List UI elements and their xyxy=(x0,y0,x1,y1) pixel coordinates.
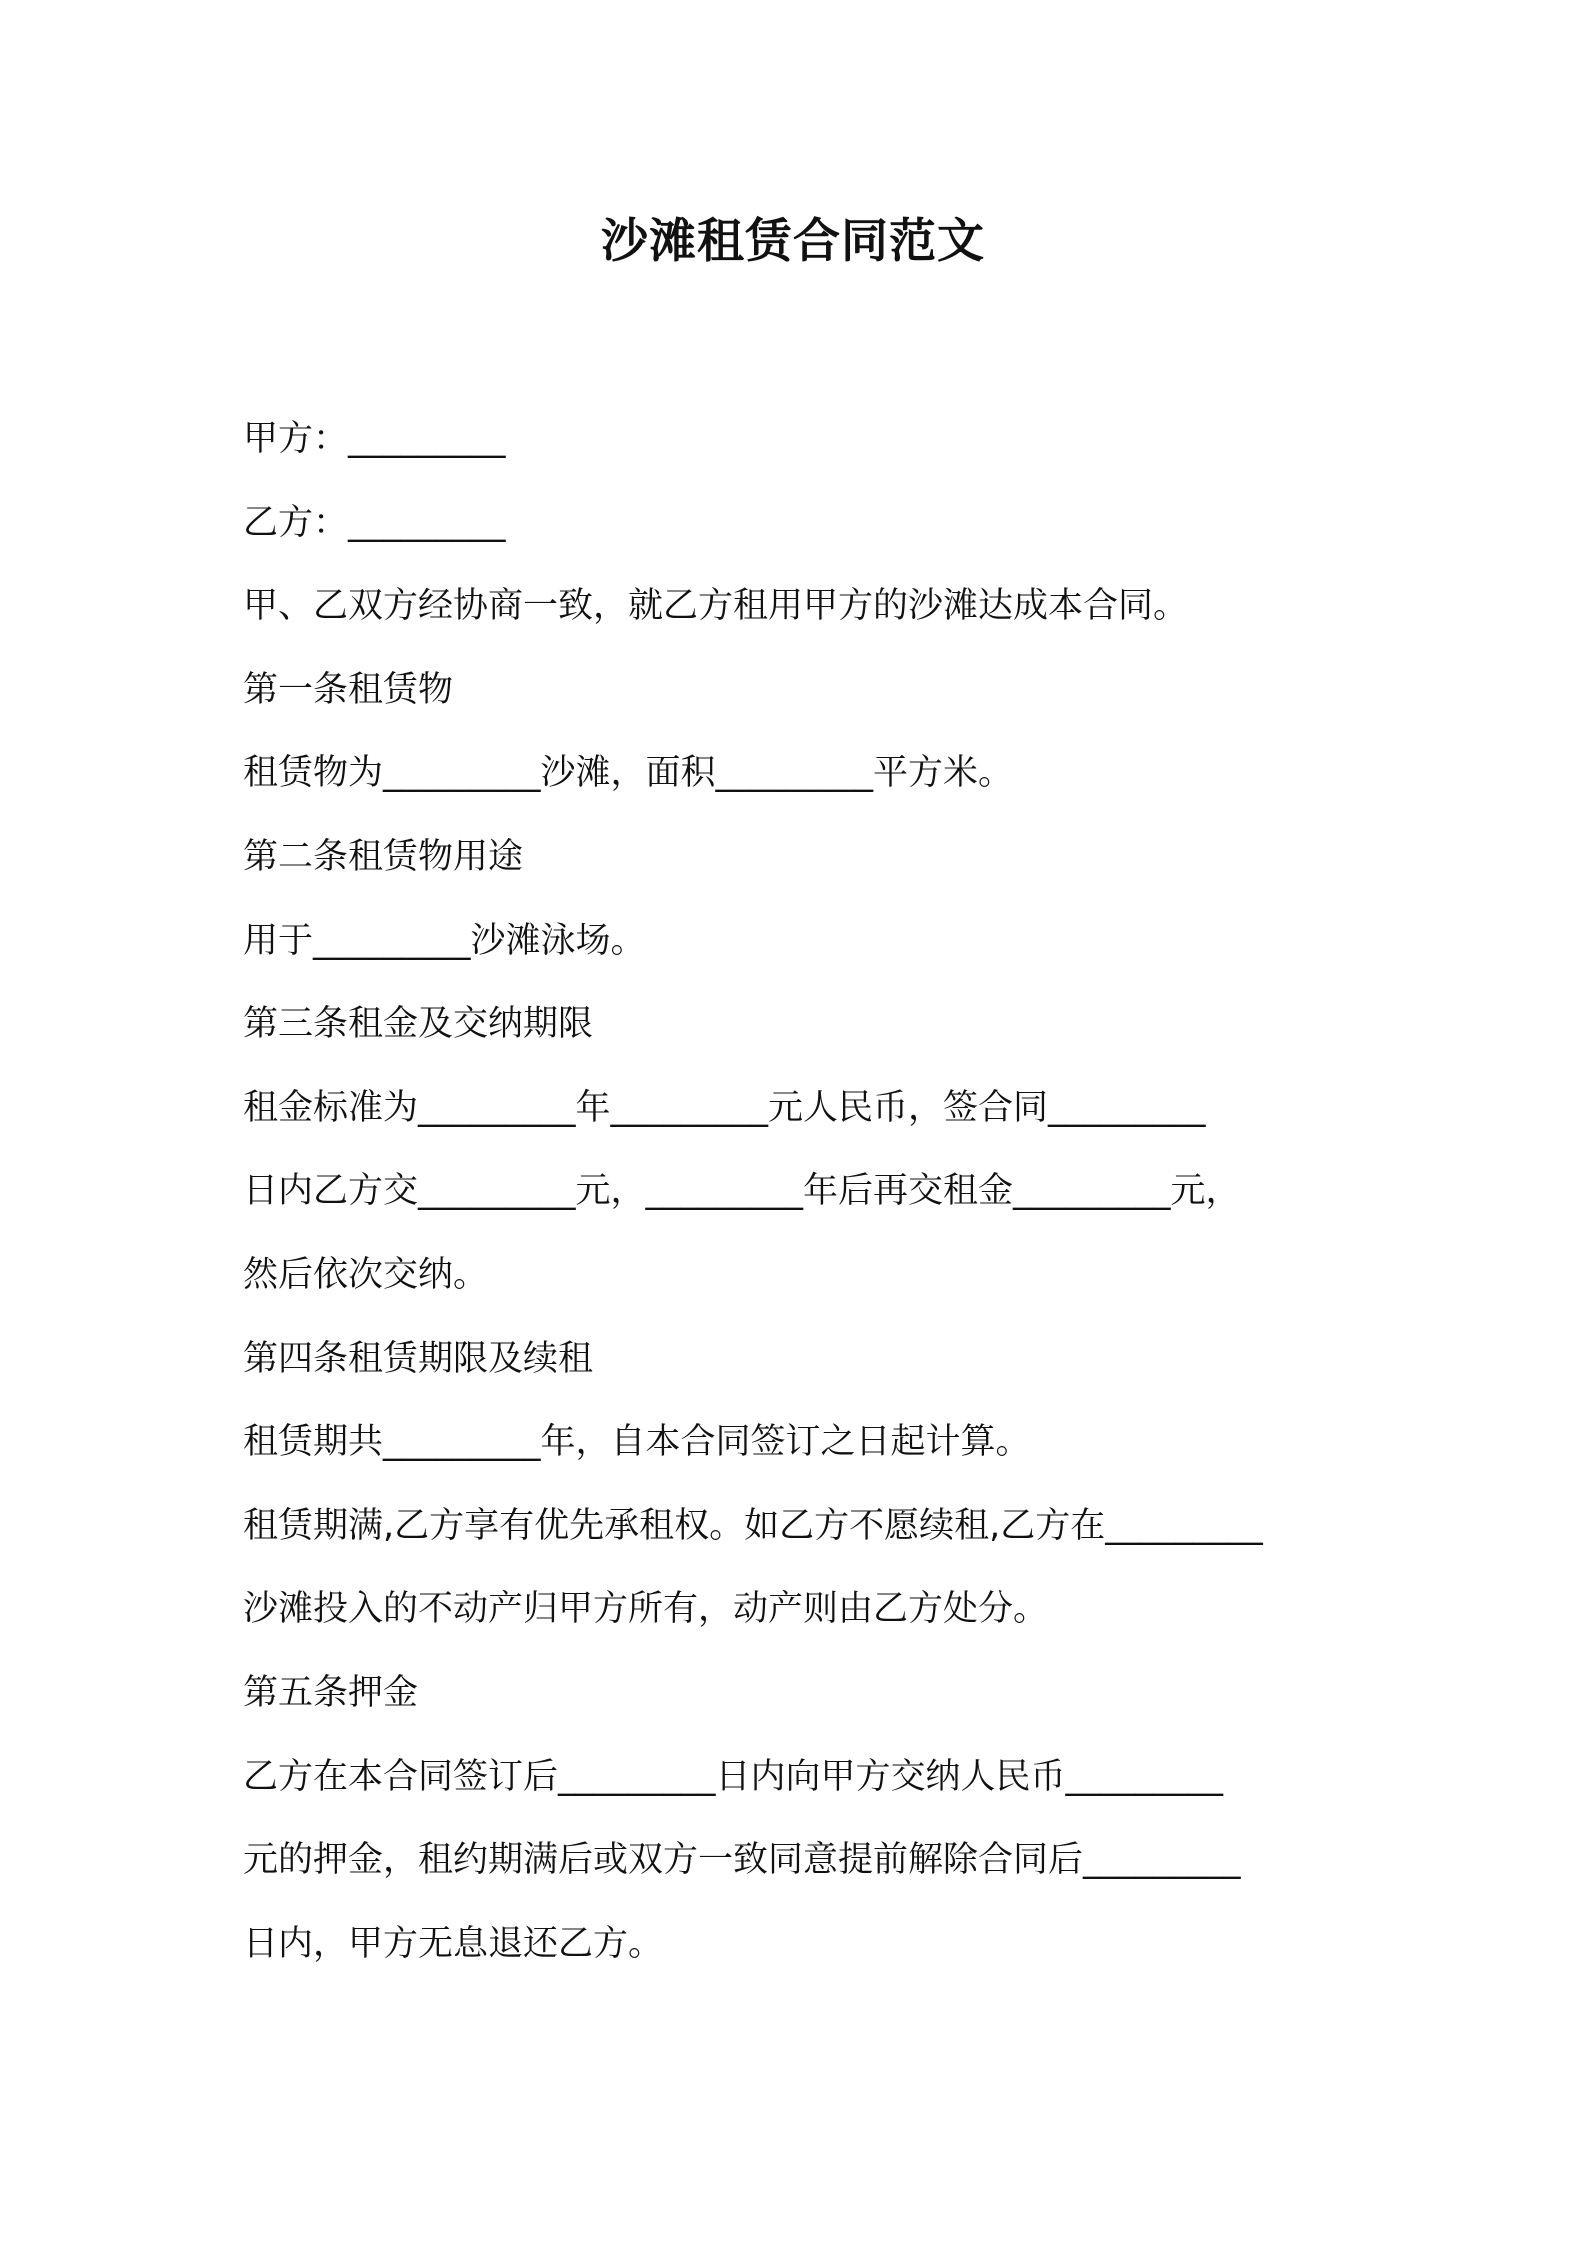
article-5-text-line-3: 日内，甲方无息退还乙方。 xyxy=(243,1923,664,1964)
document-title: 沙滩租赁合同范文 xyxy=(601,214,985,269)
article-4-heading: 第四条租赁期限及续租 xyxy=(243,1338,594,1379)
article-2-text: 用于_________沙滩泳场。 xyxy=(243,920,646,961)
article-3-text-line-3: 然后依次交纳。 xyxy=(243,1254,489,1295)
article-1-text: 租赁物为_________沙滩，面积_________平方米。 xyxy=(243,753,1014,794)
article-5-text-line-1: 乙方在本合同签订后_________日内向甲方交纳人民币_________ xyxy=(243,1756,1224,1797)
party-a-line: 甲方：_________ xyxy=(243,419,506,459)
article-5-heading: 第五条押金 xyxy=(243,1672,419,1713)
article-4-text-line-3: 沙滩投入的不动产归甲方所有，动产则由乙方处分。 xyxy=(243,1589,1049,1630)
article-1-heading: 第一条租赁物 xyxy=(243,669,454,710)
article-3-heading: 第三条租金及交纳期限 xyxy=(243,1004,594,1045)
party-b-line: 乙方：_________ xyxy=(243,502,506,543)
article-3-text-line-2: 日内乙方交_________元，_________年后再交租金_________元， xyxy=(243,1171,1241,1212)
article-4-text-line-1: 租赁期共_________年，自本合同签订之日起计算。 xyxy=(243,1422,1031,1463)
article-5-text-line-2: 元的押金，租约期满后或双方一致同意提前解除合同后_________ xyxy=(243,1840,1241,1881)
article-2-heading: 第二条租赁物用途 xyxy=(243,836,524,877)
article-4-text-line-2: 租赁期满,乙方享有优先承租权。如乙方不愿续租,乙方在_________ xyxy=(243,1505,1263,1546)
preamble-line: 甲、乙双方经协商一致，就乙方租用甲方的沙滩达成本合同。 xyxy=(243,586,1189,627)
document-body xyxy=(243,405,1353,1993)
article-3-text-line-1: 租金标准为_________年_________元人民币，签合同_________ xyxy=(243,1087,1206,1128)
